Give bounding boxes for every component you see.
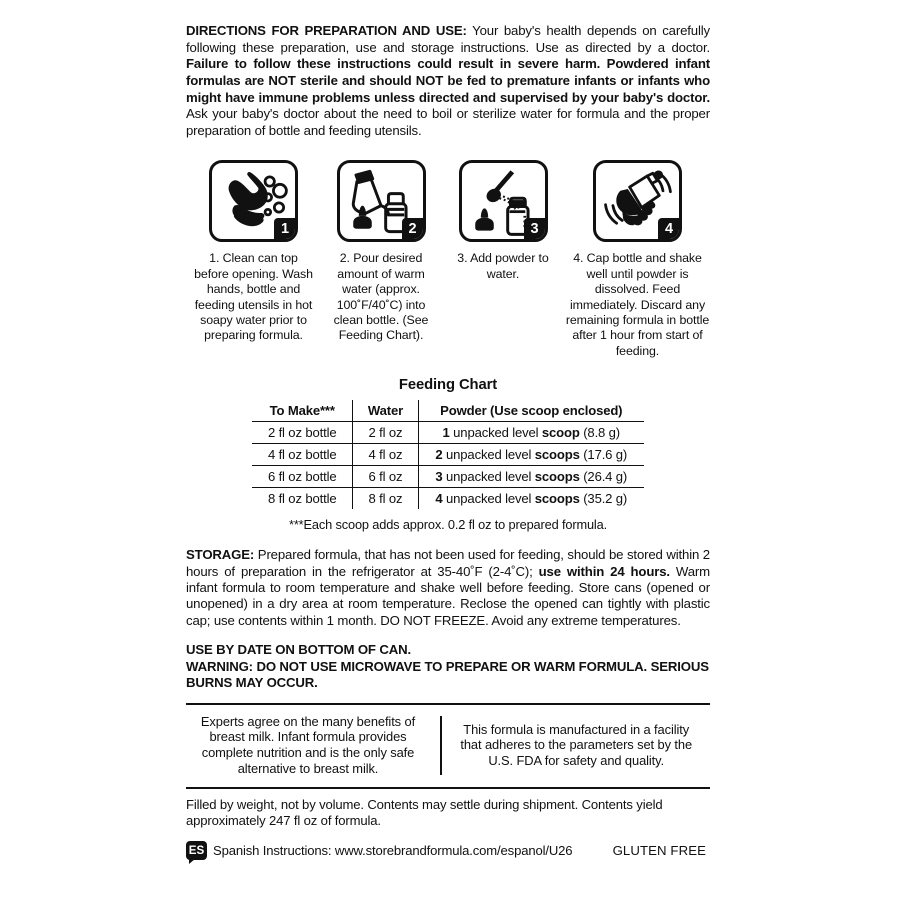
storage-paragraph [186,547,710,629]
step-1-number: 1 [274,218,296,240]
fda-facility-claim-text: This formula is manufactured in a facility that adheres to the parameters set by the U.S. FDA for safety and quality. [460,721,693,769]
spanish-language-icon: ES [186,841,207,860]
storage-heading: STORAGE: [186,547,255,563]
cell-powder-unit: scoops [534,491,580,507]
feeding-chart-footnote: ***Each scoop adds approx. 0.2 fl oz to prepared formula. [289,517,607,533]
cell-powder [418,444,645,466]
step-3 [441,160,565,359]
microwave-warning-line: WARNING: DO NOT USE MICROWAVE TO PREPARE OR WARM FORMULA. SERIOUS BURNS MAY OCCUR. [186,658,709,691]
table-header-row [251,399,645,422]
step-4-icon-box [593,160,682,242]
cell-water: 8 fl oz [353,488,418,511]
cell-powder-unit: scoop [541,425,580,441]
directions-text-bold: Failure to follow these instructions could result in severe harm. Powdered infant formulas are NOT sterile and should NOT be fed to premature infants or infants who might have immune problems unless directed and supervised by your baby's doctor. [186,56,710,105]
step-1 [186,160,321,359]
cell-powder-grams: (8.8 g) [579,425,621,441]
use-by-date-line: USE BY DATE ON BOTTOM OF CAN. [186,642,411,658]
table-row [251,488,645,511]
claims-section [186,705,710,787]
cell-powder-grams: (26.4 g) [579,469,628,485]
spanish-instructions-url[interactable]: Spanish Instructions: www.storebrandformula.com/espanol/U26 [213,842,573,858]
fill-note: Filled by weight, not by volume. Contents may settle during shipment. Contents yield approximately 247 fl oz of formula. [186,796,663,829]
cell-powder-mid: unpacked level [449,425,542,441]
cell-powder-count: 4 [435,491,443,507]
cell-powder-count: 3 [435,469,443,485]
cell-powder-unit: scoops [534,447,580,463]
step-4-number: 4 [658,218,680,240]
step-3-icon-box [459,160,548,242]
cell-powder-count: 1 [442,425,450,441]
step-3-caption: 3. Add powder to water. [457,251,549,281]
table-row [251,466,645,488]
cell-powder-mid: unpacked level [442,469,535,485]
step-2-number: 2 [402,218,424,240]
column-header-water: Water [353,399,418,422]
cell-powder [418,422,645,444]
directions-paragraph [186,23,710,139]
cell-to-make: 2 fl oz bottle [251,422,353,444]
feeding-chart-title: Feeding Chart [398,377,498,394]
directions-text-part3: Ask your baby's doctor about the need to boil or sterilize water for formula and the proper preparation of bottle and feeding utensils. [186,106,710,138]
storage-text-part3: Warm infant formula to room temperature and shake well before feeding. Store cans (opened or unopened) in a dry area at room temperature. Reclose the opened can tightly with plastic cap; use contents within 1 month. DO NOT FREEZE. Avoid any extreme temperatures. [186,563,710,628]
step-2-icon-box [337,160,426,242]
feeding-chart-table [250,398,646,511]
cell-powder-unit: scoops [534,469,580,485]
cell-powder-grams: (17.6 g) [579,447,628,463]
cell-powder-mid: unpacked level [442,491,535,507]
label-content-column [186,10,710,860]
step-2 [321,160,441,359]
cell-powder [418,488,645,511]
step-1-icon-box [209,160,298,242]
storage-text-part1: Prepared formula, that has not been used for feeding, should be stored within 2 hours of preparation in the refrigerator at 35-40˚F (2-4˚C); [186,547,710,579]
step-2-caption: 2. Pour desired amount of warm water (approx. 100˚F/40˚C) into clean bottle. (See Feeding Chart). [333,251,429,343]
divider-below-claims [186,787,710,789]
column-header-to-make: To Make*** [251,399,353,422]
cell-powder-count: 2 [435,447,443,463]
step-3-number: 3 [524,218,546,240]
gluten-free-label: GLUTEN FREE [612,842,706,858]
column-header-powder: Powder (Use scoop enclosed) [418,399,645,422]
cell-to-make: 8 fl oz bottle [251,488,353,511]
spanish-instructions-row [186,841,710,860]
directions-heading: DIRECTIONS FOR PREPARATION AND USE: [186,23,467,39]
table-row [251,422,645,444]
step-4-caption: 4. Cap bottle and shake well until powder is dissolved. Feed immediately. Discard any remaining formula in bottle after 1 hour from start of feeding. [565,251,710,358]
cell-powder-grams: (35.2 g) [579,491,628,507]
feeding-chart-section [186,377,710,532]
cell-water: 2 fl oz [353,422,418,444]
preparation-steps [186,160,710,359]
claims-vertical-divider [440,716,442,775]
cell-powder-mid: unpacked level [442,447,535,463]
cell-water: 4 fl oz [353,444,418,466]
cell-powder [418,466,645,488]
breast-milk-claim: Experts agree on the many benefits of breast milk. Infant formula provides complete nutrition and is the only safe alternative to breast milk. [200,713,416,777]
directions-text-part1: Your baby's health depends on carefully following these preparation, use and storage instructions. Use as directed by a doctor. [186,23,710,55]
cell-to-make: 6 fl oz bottle [251,466,353,488]
cell-water: 6 fl oz [353,466,418,488]
step-4 [565,160,710,359]
fda-facility-claim [452,714,700,777]
step-1-caption: 1. Clean can top before opening. Wash hands, bottle and feeding utensils in hot soapy water prior to preparing formula. [194,251,313,343]
storage-text-bold: use within 24 hours. [538,563,670,579]
table-row [251,444,645,466]
cell-to-make: 4 fl oz bottle [251,444,353,466]
